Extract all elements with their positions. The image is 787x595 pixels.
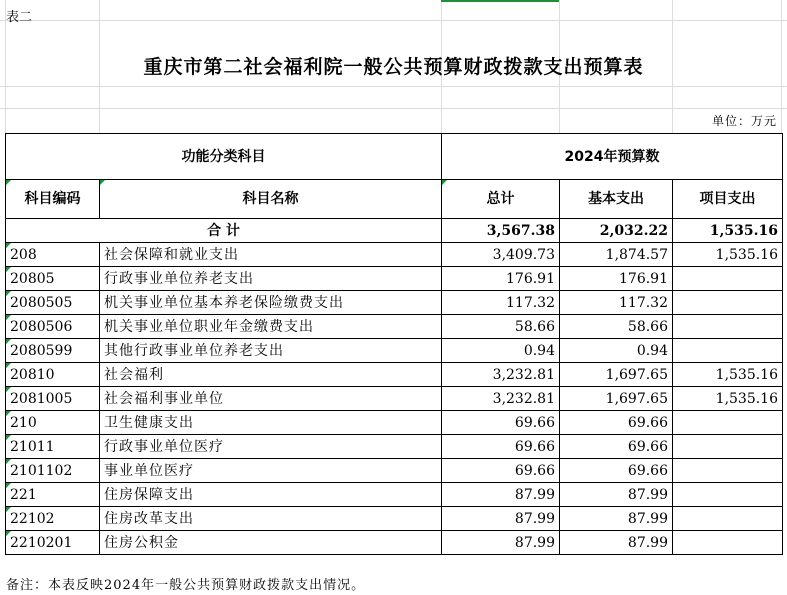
row-name: 机关事业单位基本养老保险缴费支出 <box>100 291 442 315</box>
header-name: 科目名称 <box>100 180 442 219</box>
grid-line <box>0 20 787 21</box>
row-code: 20805 <box>6 267 100 291</box>
total-project: 1,535.16 <box>673 219 783 243</box>
row-total: 3,232.81 <box>442 363 560 387</box>
header-budget-year: 2024年预算数 <box>442 134 783 180</box>
row-basic: 87.99 <box>560 531 673 555</box>
row-name: 社会福利 <box>100 363 442 387</box>
row-name: 机关事业单位职业年金缴费支出 <box>100 315 442 339</box>
row-code: 2101102 <box>6 459 100 483</box>
row-name: 事业单位医疗 <box>100 459 442 483</box>
row-name: 住房保障支出 <box>100 483 442 507</box>
row-basic: 117.32 <box>560 291 673 315</box>
table-row <box>6 243 783 267</box>
row-basic: 69.66 <box>560 411 673 435</box>
row-code: 22102 <box>6 507 100 531</box>
header-basic: 基本支出 <box>560 180 673 219</box>
table-row <box>6 411 783 435</box>
table-row <box>6 459 783 483</box>
row-project <box>673 267 783 291</box>
row-basic: 1,697.65 <box>560 387 673 411</box>
header-functional-category: 功能分类科目 <box>6 134 442 180</box>
row-basic: 87.99 <box>560 507 673 531</box>
table-row <box>6 315 783 339</box>
table-row <box>6 435 783 459</box>
row-basic: 1,697.65 <box>560 363 673 387</box>
row-project <box>673 483 783 507</box>
row-total: 3,409.73 <box>442 243 560 267</box>
row-code: 2081005 <box>6 387 100 411</box>
row-name: 行政事业单位养老支出 <box>100 267 442 291</box>
row-code: 210 <box>6 411 100 435</box>
total-basic: 2,032.22 <box>560 219 673 243</box>
budget-table <box>5 133 783 555</box>
row-project: 1,535.16 <box>673 243 783 267</box>
row-total: 69.66 <box>442 459 560 483</box>
row-project <box>673 459 783 483</box>
row-code: 208 <box>6 243 100 267</box>
row-total: 69.66 <box>442 411 560 435</box>
row-total: 58.66 <box>442 315 560 339</box>
row-total: 69.66 <box>442 435 560 459</box>
row-total: 117.32 <box>442 291 560 315</box>
row-code: 21011 <box>6 435 100 459</box>
row-code: 221 <box>6 483 100 507</box>
table-row <box>6 531 783 555</box>
table-row <box>6 483 783 507</box>
row-total: 3,232.81 <box>442 387 560 411</box>
row-basic: 0.94 <box>560 339 673 363</box>
row-code: 20810 <box>6 363 100 387</box>
unit-label: 单位：万元 <box>711 114 777 128</box>
active-cell-indicator <box>441 0 559 2</box>
table-row <box>6 387 783 411</box>
row-name: 行政事业单位医疗 <box>100 435 442 459</box>
row-code: 2080505 <box>6 291 100 315</box>
grid-line <box>0 86 787 87</box>
grid-line <box>0 108 787 109</box>
row-total: 87.99 <box>442 483 560 507</box>
row-total: 87.99 <box>442 507 560 531</box>
row-name: 社会保障和就业支出 <box>100 243 442 267</box>
header-total: 总计 <box>442 180 560 219</box>
table-row <box>6 507 783 531</box>
row-basic: 176.91 <box>560 267 673 291</box>
header-project: 项目支出 <box>673 180 783 219</box>
row-project <box>673 507 783 531</box>
row-total: 176.91 <box>442 267 560 291</box>
table-row <box>6 339 783 363</box>
row-project <box>673 339 783 363</box>
row-total: 0.94 <box>442 339 560 363</box>
total-amount: 3,567.38 <box>442 219 560 243</box>
row-basic: 87.99 <box>560 483 673 507</box>
table-row <box>6 267 783 291</box>
row-name: 其他行政事业单位养老支出 <box>100 339 442 363</box>
row-code: 2080506 <box>6 315 100 339</box>
row-name: 住房公积金 <box>100 531 442 555</box>
header-code: 科目编码 <box>6 180 100 219</box>
row-name: 住房改革支出 <box>100 507 442 531</box>
row-name: 社会福利事业单位 <box>100 387 442 411</box>
row-basic: 58.66 <box>560 315 673 339</box>
table-row <box>6 291 783 315</box>
row-project <box>673 435 783 459</box>
row-code: 2080599 <box>6 339 100 363</box>
table-row <box>6 363 783 387</box>
row-total: 87.99 <box>442 531 560 555</box>
row-code: 2210201 <box>6 531 100 555</box>
row-project: 1,535.16 <box>673 363 783 387</box>
page-title: 重庆市第二社会福利院一般公共预算财政拨款支出预算表 <box>143 56 644 78</box>
total-label: 合 计 <box>6 219 442 243</box>
row-basic: 69.66 <box>560 459 673 483</box>
row-name: 卫生健康支出 <box>100 411 442 435</box>
row-basic: 1,874.57 <box>560 243 673 267</box>
row-project <box>673 291 783 315</box>
total-row <box>6 219 783 243</box>
row-project: 1,535.16 <box>673 387 783 411</box>
row-basic: 69.66 <box>560 435 673 459</box>
footnote: 备注：本表反映2024年一般公共预算财政拨款支出情况。 <box>6 578 366 593</box>
row-project <box>673 315 783 339</box>
sheet-label: 表二 <box>6 10 33 25</box>
row-project <box>673 531 783 555</box>
row-project <box>673 411 783 435</box>
